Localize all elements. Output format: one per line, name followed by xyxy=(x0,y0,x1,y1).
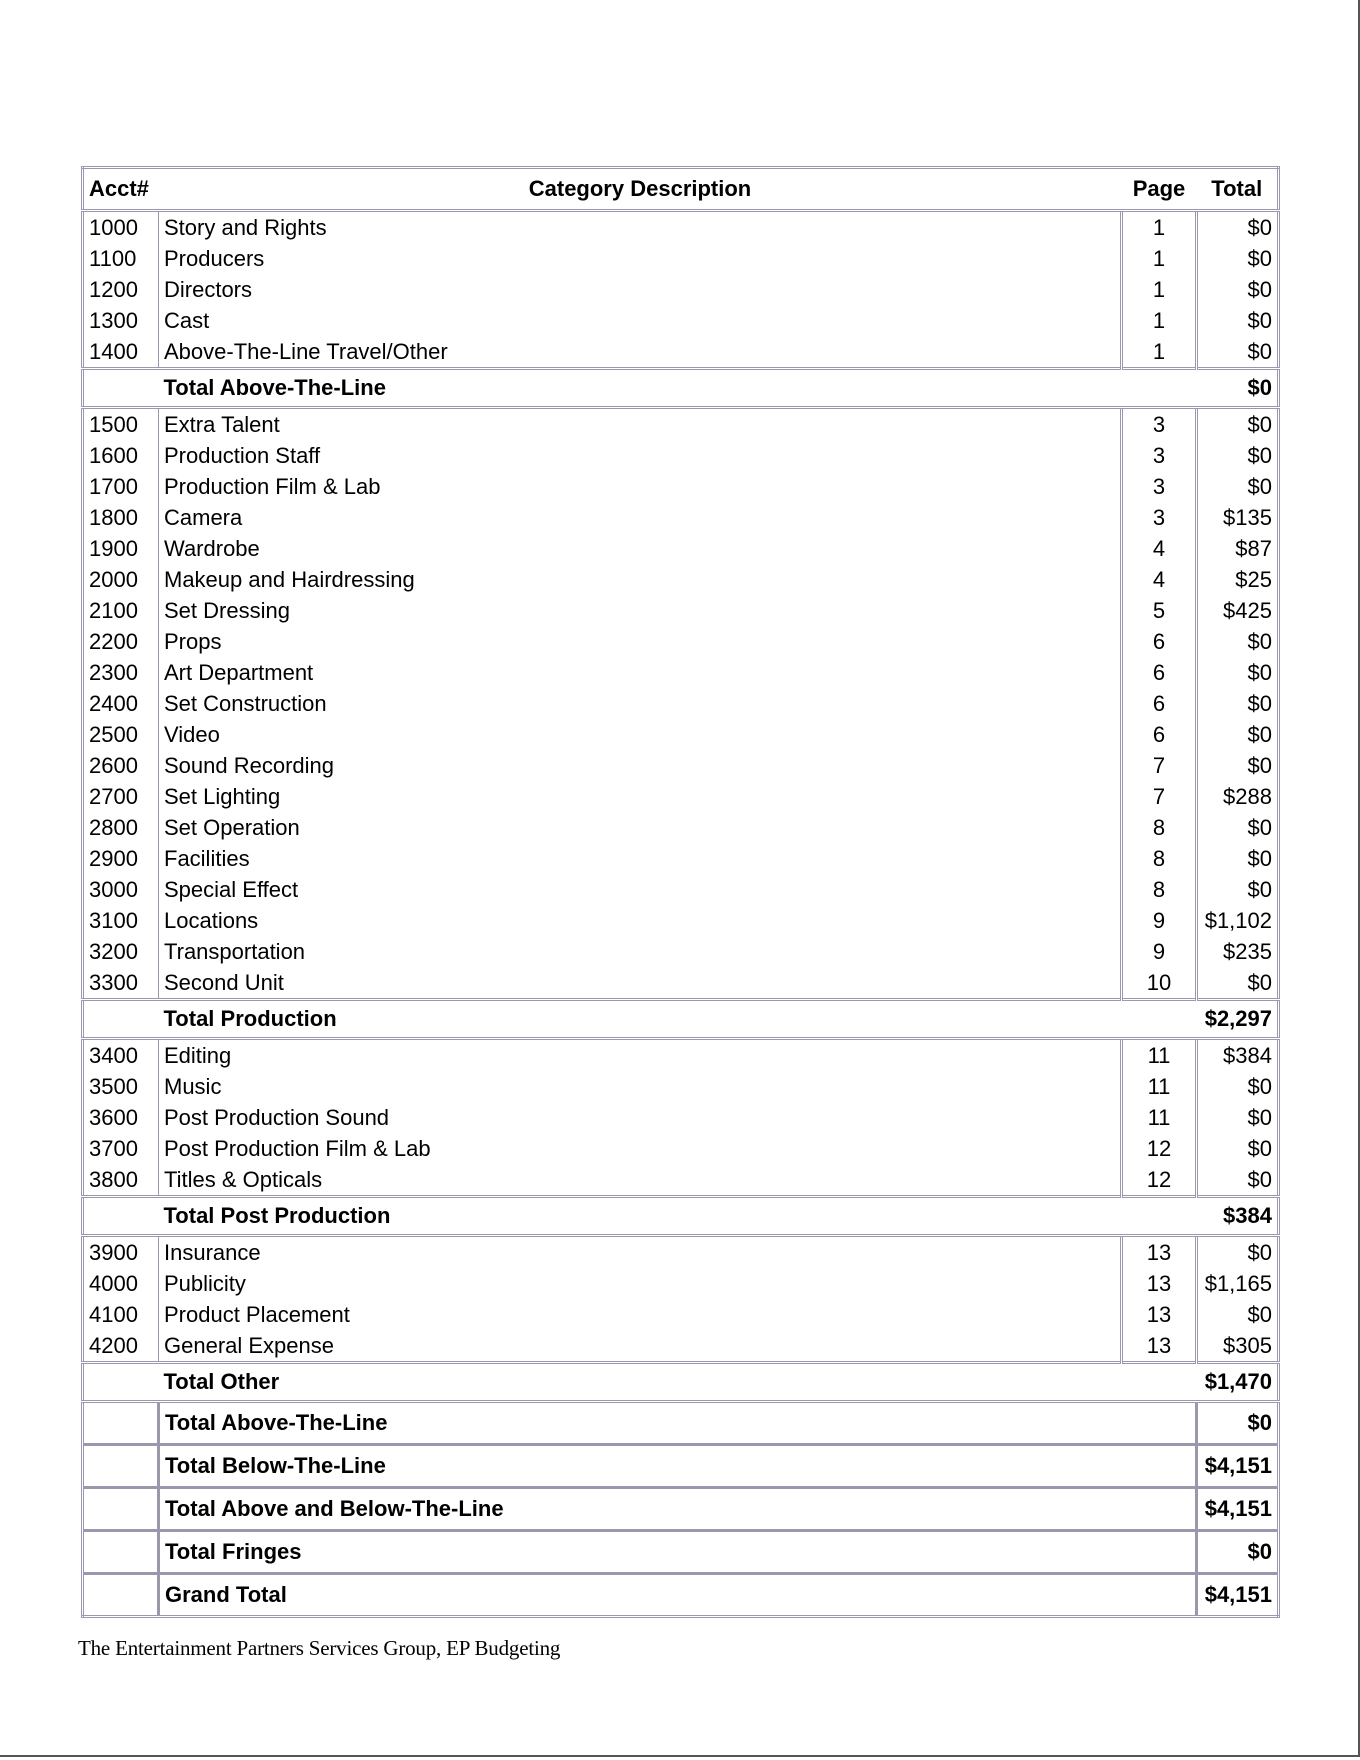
account-description: Publicity xyxy=(159,1268,1122,1299)
account-row xyxy=(83,1164,1279,1197)
subtotal-spacer xyxy=(83,369,159,408)
account-description: Post Production Sound xyxy=(159,1102,1122,1133)
account-row xyxy=(83,1299,1279,1330)
account-description: Locations xyxy=(159,905,1122,936)
subtotal-spacer xyxy=(83,1363,159,1402)
subtotal-label: Total Production xyxy=(159,1000,1197,1039)
summary-total: $4,151 xyxy=(1197,1445,1279,1488)
account-page: 3 xyxy=(1122,502,1197,533)
footer-credit: The Entertainment Partners Services Group, EP Budgeting xyxy=(78,1636,561,1660)
account-row xyxy=(83,688,1279,719)
summary-row xyxy=(83,1488,1279,1531)
account-total: $288 xyxy=(1197,781,1279,812)
summary-total: $4,151 xyxy=(1197,1488,1279,1531)
account-number: 4000 xyxy=(89,1271,138,1296)
account-description: Props xyxy=(159,626,1122,657)
account-row xyxy=(83,1268,1279,1299)
account-row xyxy=(83,719,1279,750)
account-row xyxy=(83,533,1279,564)
subtotal-total: $1,470 xyxy=(1197,1363,1279,1402)
account-number: 1700 xyxy=(89,474,138,499)
account-row xyxy=(83,440,1279,471)
account-page: 7 xyxy=(1122,750,1197,781)
account-page: 1 xyxy=(1122,305,1197,336)
account-page: 11 xyxy=(1122,1039,1197,1072)
account-number: 4100 xyxy=(89,1302,138,1327)
account-total: $305 xyxy=(1197,1330,1279,1363)
account-total: $25 xyxy=(1197,564,1279,595)
account-page: 10 xyxy=(1122,967,1197,1000)
header-page: Page xyxy=(1122,168,1197,211)
account-row xyxy=(83,936,1279,967)
account-number: 1400 xyxy=(89,339,138,364)
account-row xyxy=(83,1236,1279,1269)
summary-spacer xyxy=(83,1402,159,1445)
account-total: $0 xyxy=(1197,843,1279,874)
account-number: 3600 xyxy=(89,1105,138,1130)
account-description: Facilities xyxy=(159,843,1122,874)
account-description: Video xyxy=(159,719,1122,750)
summary-spacer xyxy=(83,1488,159,1531)
account-number: 1300 xyxy=(89,308,138,333)
summary-label: Grand Total xyxy=(159,1574,1197,1617)
summary-total: $0 xyxy=(1197,1402,1279,1445)
account-row xyxy=(83,595,1279,626)
account-total: $0 xyxy=(1197,1299,1279,1330)
account-page: 11 xyxy=(1122,1102,1197,1133)
account-page: 4 xyxy=(1122,564,1197,595)
account-description: Transportation xyxy=(159,936,1122,967)
account-number: 2200 xyxy=(89,629,138,654)
table-header-row xyxy=(83,168,1279,211)
account-page: 8 xyxy=(1122,812,1197,843)
account-number: 3500 xyxy=(89,1074,138,1099)
account-row xyxy=(83,502,1279,533)
account-number: 3400 xyxy=(89,1043,138,1068)
account-total: $135 xyxy=(1197,502,1279,533)
account-row xyxy=(83,211,1279,244)
account-description: Cast xyxy=(159,305,1122,336)
account-description: Set Construction xyxy=(159,688,1122,719)
account-total: $0 xyxy=(1197,243,1279,274)
account-total: $0 xyxy=(1197,1071,1279,1102)
account-row xyxy=(83,274,1279,305)
summary-label: Total Above-The-Line xyxy=(159,1402,1197,1445)
account-description: Producers xyxy=(159,243,1122,274)
account-row xyxy=(83,657,1279,688)
account-total: $0 xyxy=(1197,719,1279,750)
account-total: $0 xyxy=(1197,408,1279,441)
account-page: 5 xyxy=(1122,595,1197,626)
account-page: 1 xyxy=(1122,243,1197,274)
account-row xyxy=(83,843,1279,874)
account-page: 13 xyxy=(1122,1299,1197,1330)
account-description: Directors xyxy=(159,274,1122,305)
account-number: 2500 xyxy=(89,722,138,747)
account-row xyxy=(83,626,1279,657)
account-number: 2700 xyxy=(89,784,138,809)
account-number: 3100 xyxy=(89,908,138,933)
account-total: $1,165 xyxy=(1197,1268,1279,1299)
account-total: $0 xyxy=(1197,336,1279,369)
account-row xyxy=(83,905,1279,936)
account-page: 4 xyxy=(1122,533,1197,564)
account-description: Set Lighting xyxy=(159,781,1122,812)
subtotal-row xyxy=(83,369,1279,408)
account-number: 1000 xyxy=(89,215,138,240)
account-description: Music xyxy=(159,1071,1122,1102)
account-description: Camera xyxy=(159,502,1122,533)
account-description: Sound Recording xyxy=(159,750,1122,781)
account-page: 13 xyxy=(1122,1268,1197,1299)
account-page: 1 xyxy=(1122,211,1197,244)
account-total: $0 xyxy=(1197,1164,1279,1197)
account-row xyxy=(83,1330,1279,1363)
account-number: 3800 xyxy=(89,1167,138,1192)
account-description: Production Staff xyxy=(159,440,1122,471)
account-description: Editing xyxy=(159,1039,1122,1072)
account-description: Wardrobe xyxy=(159,533,1122,564)
account-row xyxy=(83,1071,1279,1102)
account-number: 1600 xyxy=(89,443,138,468)
account-number: 1200 xyxy=(89,277,138,302)
account-page: 12 xyxy=(1122,1133,1197,1164)
account-page: 13 xyxy=(1122,1236,1197,1269)
account-total: $1,102 xyxy=(1197,905,1279,936)
subtotal-total: $384 xyxy=(1197,1197,1279,1236)
account-description: Product Placement xyxy=(159,1299,1122,1330)
account-description: Post Production Film & Lab xyxy=(159,1133,1122,1164)
account-description: General Expense xyxy=(159,1330,1122,1363)
summary-spacer xyxy=(83,1445,159,1488)
account-description: Extra Talent xyxy=(159,408,1122,441)
account-total: $0 xyxy=(1197,657,1279,688)
account-total: $425 xyxy=(1197,595,1279,626)
subtotal-total: $2,297 xyxy=(1197,1000,1279,1039)
account-row xyxy=(83,336,1279,369)
account-row xyxy=(83,1039,1279,1072)
account-row xyxy=(83,408,1279,441)
account-number: 2600 xyxy=(89,753,138,778)
account-total: $0 xyxy=(1197,750,1279,781)
account-page: 9 xyxy=(1122,905,1197,936)
account-row xyxy=(83,874,1279,905)
account-page: 11 xyxy=(1122,1071,1197,1102)
account-number: 1900 xyxy=(89,536,138,561)
summary-row xyxy=(83,1445,1279,1488)
account-number: 2300 xyxy=(89,660,138,685)
account-number: 2900 xyxy=(89,846,138,871)
account-number: 4200 xyxy=(89,1333,138,1358)
summary-spacer xyxy=(83,1574,159,1617)
account-description: Production Film & Lab xyxy=(159,471,1122,502)
account-number: 2000 xyxy=(89,567,138,592)
account-total: $0 xyxy=(1197,440,1279,471)
account-description: Second Unit xyxy=(159,967,1122,1000)
account-number: 1500 xyxy=(89,412,138,437)
account-page: 7 xyxy=(1122,781,1197,812)
account-row xyxy=(83,471,1279,502)
account-total: $0 xyxy=(1197,1236,1279,1269)
account-total: $0 xyxy=(1197,305,1279,336)
account-total: $0 xyxy=(1197,626,1279,657)
account-total: $0 xyxy=(1197,812,1279,843)
account-description: Insurance xyxy=(159,1236,1122,1269)
header-acct: Acct# xyxy=(83,168,159,211)
account-page: 12 xyxy=(1122,1164,1197,1197)
account-number: 2400 xyxy=(89,691,138,716)
account-total: $0 xyxy=(1197,1133,1279,1164)
summary-row xyxy=(83,1402,1279,1445)
summary-row xyxy=(83,1531,1279,1574)
subtotal-row xyxy=(83,1000,1279,1039)
account-row xyxy=(83,1133,1279,1164)
subtotal-label: Total Post Production xyxy=(159,1197,1197,1236)
account-description: Story and Rights xyxy=(159,211,1122,244)
account-description: Titles & Opticals xyxy=(159,1164,1122,1197)
account-description: Special Effect xyxy=(159,874,1122,905)
subtotal-spacer xyxy=(83,1197,159,1236)
summary-label: Total Below-The-Line xyxy=(159,1445,1197,1488)
account-page: 3 xyxy=(1122,440,1197,471)
account-total: $0 xyxy=(1197,211,1279,244)
account-page: 6 xyxy=(1122,657,1197,688)
summary-total: $0 xyxy=(1197,1531,1279,1574)
account-row xyxy=(83,750,1279,781)
account-number: 3700 xyxy=(89,1136,138,1161)
account-row xyxy=(83,564,1279,595)
account-number: 3000 xyxy=(89,877,138,902)
budget-topsheet-table xyxy=(81,166,1280,1618)
account-total: $0 xyxy=(1197,874,1279,905)
budget-body xyxy=(83,211,1279,1617)
account-number: 3900 xyxy=(89,1240,138,1265)
account-total: $0 xyxy=(1197,688,1279,719)
account-number: 3300 xyxy=(89,970,138,995)
account-description: Set Dressing xyxy=(159,595,1122,626)
account-number: 1800 xyxy=(89,505,138,530)
summary-spacer xyxy=(83,1531,159,1574)
subtotal-label: Total Other xyxy=(159,1363,1197,1402)
account-row xyxy=(83,781,1279,812)
account-row xyxy=(83,243,1279,274)
account-total: $384 xyxy=(1197,1039,1279,1072)
summary-label: Total Fringes xyxy=(159,1531,1197,1574)
subtotal-row xyxy=(83,1363,1279,1402)
subtotal-spacer xyxy=(83,1000,159,1039)
summary-label: Total Above and Below-The-Line xyxy=(159,1488,1197,1531)
account-number: 3200 xyxy=(89,939,138,964)
account-page: 6 xyxy=(1122,719,1197,750)
account-page: 6 xyxy=(1122,688,1197,719)
summary-row xyxy=(83,1574,1279,1617)
account-total: $87 xyxy=(1197,533,1279,564)
header-category-description: Category Description xyxy=(159,168,1122,211)
account-number: 2100 xyxy=(89,598,138,623)
header-total: Total xyxy=(1197,168,1279,211)
account-description: Makeup and Hairdressing xyxy=(159,564,1122,595)
account-page: 3 xyxy=(1122,471,1197,502)
subtotal-label: Total Above-The-Line xyxy=(159,369,1197,408)
account-description: Art Department xyxy=(159,657,1122,688)
account-number: 1100 xyxy=(89,246,137,271)
account-number: 2800 xyxy=(89,815,138,840)
account-page: 9 xyxy=(1122,936,1197,967)
account-description: Set Operation xyxy=(159,812,1122,843)
account-row xyxy=(83,812,1279,843)
account-page: 1 xyxy=(1122,274,1197,305)
summary-total: $4,151 xyxy=(1197,1574,1279,1617)
account-row xyxy=(83,1102,1279,1133)
account-description: Above-The-Line Travel/Other xyxy=(159,336,1122,369)
subtotal-row xyxy=(83,1197,1279,1236)
account-total: $0 xyxy=(1197,967,1279,1000)
account-page: 1 xyxy=(1122,336,1197,369)
account-total: $0 xyxy=(1197,1102,1279,1133)
account-row xyxy=(83,305,1279,336)
account-page: 6 xyxy=(1122,626,1197,657)
account-total: $0 xyxy=(1197,274,1279,305)
account-page: 3 xyxy=(1122,408,1197,441)
account-page: 13 xyxy=(1122,1330,1197,1363)
account-page: 8 xyxy=(1122,874,1197,905)
subtotal-total: $0 xyxy=(1197,369,1279,408)
account-row xyxy=(83,967,1279,1000)
account-total: $235 xyxy=(1197,936,1279,967)
account-total: $0 xyxy=(1197,471,1279,502)
account-page: 8 xyxy=(1122,843,1197,874)
